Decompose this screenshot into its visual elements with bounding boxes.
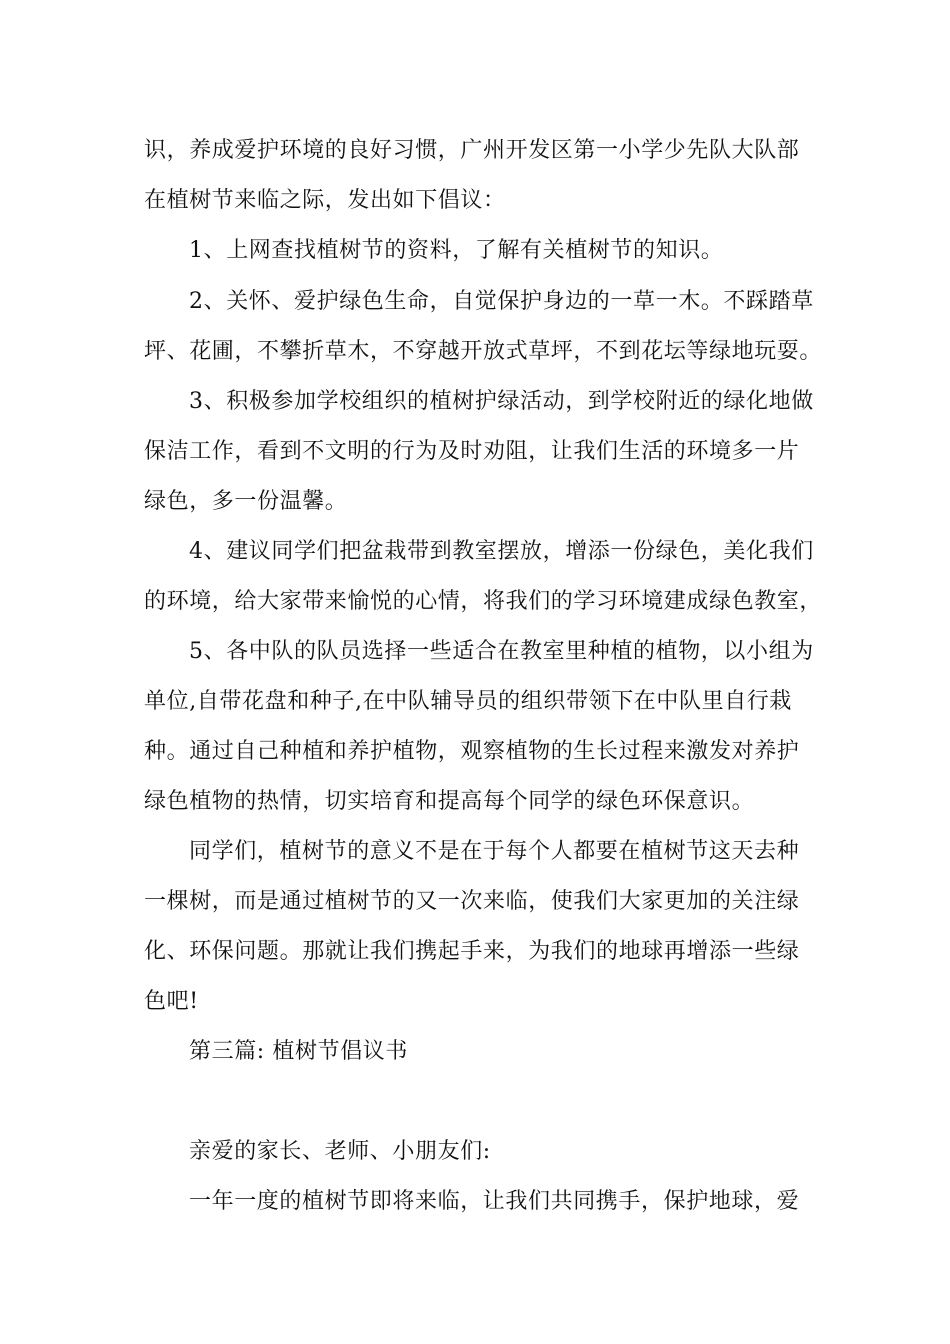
text-line: 色吧! — [144, 989, 199, 1014]
text-line: 单位,自带花盘和种子,在中队辅导员的组织带领下在中队里自行栽 — [144, 689, 792, 714]
text-line: 坪、花圃，不攀折草木，不穿越开放式草坪，不到花坛等绿地玩耍。 — [144, 339, 823, 364]
text-line: 在植树节来临之际，发出如下倡议： — [144, 188, 506, 213]
text-line: 的环境，给大家带来愉悦的心情，将我们的学习环境建成绿色教室， — [144, 589, 823, 614]
paragraph-start: 一年一度的植树节即将来临，让我们共同携手，保护地球，爱 — [189, 1189, 800, 1214]
text-line: 绿色，多一份温馨。 — [144, 489, 348, 514]
text-line: 绿色植物的热情，切实培育和提高每个同学的绿色环保意识。 — [144, 789, 755, 814]
text-line: 保洁工作，看到不文明的行为及时劝阻，让我们生活的环境多一片 — [144, 439, 800, 464]
paragraph-start: 同学们，植树节的意义不是在于每个人都要在植树节这天去种 — [189, 839, 800, 864]
text-line: 种。通过自己种植和养护植物，观察植物的生长过程来激发对养护 — [144, 739, 800, 764]
text-line: 一棵树，而是通过植树节的又一次来临，使我们大家更加的关注绿 — [144, 889, 800, 914]
salutation: 亲爱的家长、老师、小朋友们: — [189, 1139, 491, 1164]
section-title: 第三篇: 植树节倡议书 — [189, 1039, 409, 1064]
list-item-2: 2、关怀、爱护绿色生命，自觉保护身边的一草一木。不踩踏草 — [189, 289, 814, 314]
text-line: 识，养成爱护环境的良好习惯，广州开发区第一小学少先队大队部 — [144, 138, 800, 163]
list-item-1: 1、上网查找植树节的资料，了解有关植树节的知识。 — [189, 238, 724, 263]
list-item-4: 4、建议同学们把盆栽带到教室摆放，增添一份绿色，美化我们 — [189, 539, 814, 564]
text-line: 化、环保问题。那就让我们携起手来，为我们的地球再增添一些绿 — [144, 939, 800, 964]
list-item-5: 5、各中队的队员选择一些适合在教室里种植的植物，以小组为 — [189, 639, 814, 664]
list-item-3: 3、积极参加学校组织的植树护绿活动，到学校附近的绿化地做 — [189, 389, 814, 414]
